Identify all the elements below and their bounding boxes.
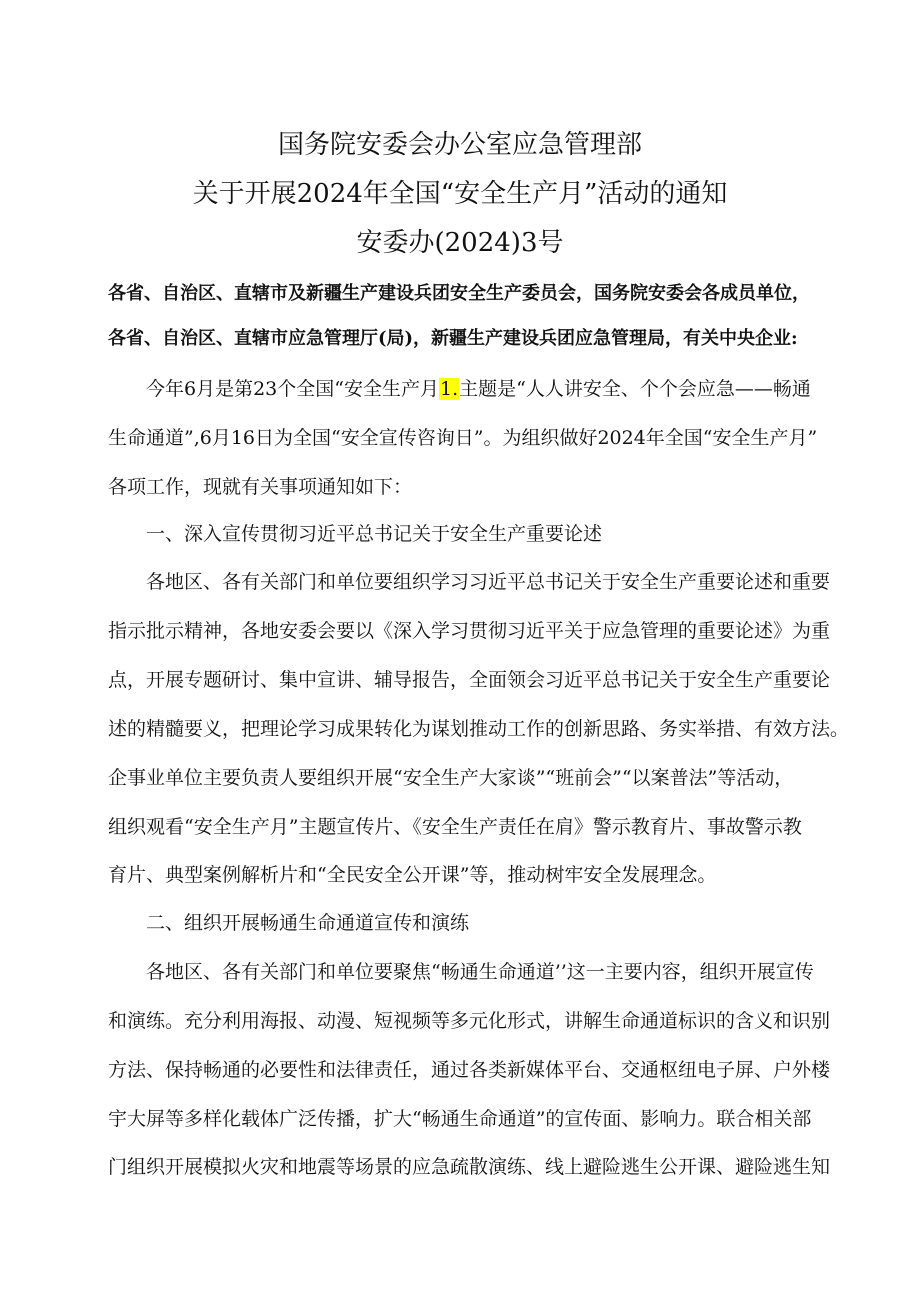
- section-2-line: 门组织开展模拟火灾和地震等场景的应急疏散演练、线上避险逃生公开课、避险逃生知: [108, 1156, 831, 1178]
- document-title-line-1: 国务院安委会办公室应急管理部: [277, 130, 642, 160]
- document-number: 安委办(2024)3号: [356, 228, 564, 258]
- section-2-line: 各地区、各有关部门和单位要聚焦“畅通生命通道’’这一主要内容，组织开展宣传: [146, 961, 814, 983]
- section-2-line: 宇大屏等多样化载体广泛传播，扩大“畅通生命通道”的宣传面、影响力。联合相关部: [108, 1108, 812, 1130]
- intro-line-1-text: 今年6月是第23个全国“安全生产月: [146, 378, 439, 400]
- section-1-line: 企事业单位主要负责人要组织开展“安全生产大家谈”“班前会”“以案普法”等活动，: [108, 767, 794, 789]
- intro-line-1: [146, 375, 811, 403]
- section-1-line: 育片、典型案例解析片和“全民安全公开课”等，推动树牢安全发展理念。: [108, 864, 717, 886]
- section-2-line: 和演练。充分利用海报、动漫、短视频等多元化形式，讲解生命通道标识的含义和识别: [108, 1010, 831, 1032]
- section-2-heading: 二、组织开展畅通生命通道宣传和演练: [146, 912, 470, 934]
- intro-line-2: 生命通道”,6月16日为全国“安全宣传咨询日”。为组织做好2024年全国“安全生产月”: [108, 427, 818, 449]
- section-1-line: 各地区、各有关部门和单位要组织学习习近平总书记关于安全生产重要论述和重要: [146, 571, 831, 593]
- intro-line-1-text-end: 主题是“人人讲安全、个个会应急——畅通: [459, 378, 811, 400]
- section-1-line: 组织观看“安全生产月”主题宣传片、《安全生产责任在肩》警示教育片、事故警示教: [108, 816, 802, 838]
- salutation-line-1: 各省、自治区、直辖市及新疆生产建设兵团安全生产委员会，国务院安委会各成员单位，: [108, 283, 810, 304]
- section-1-line: 述的精髓要义，把理论学习成果转化为谋划推动工作的创新思路、务实举措、有效方法。: [108, 718, 850, 740]
- section-1-line: 指示批示精神，各地安委会要以《深入学习贯彻习近平关于应急管理的重要论述》为重: [108, 620, 831, 642]
- document-title-line-2: 关于开展2024年全国“安全生产月”活动的通知: [192, 179, 728, 209]
- section-1-heading: 一、深入宣传贯彻习近平总书记关于安全生产重要论述: [146, 523, 603, 545]
- highlighted-mark: 1.: [439, 378, 459, 400]
- intro-line-3: 各项工作，现就有关事项通知如下：: [108, 476, 413, 498]
- section-1-line: 点，开展专题研讨、集中宣讲、辅导报告，全面领会习近平总书记关于安全生产重要论: [108, 669, 831, 691]
- section-2-line: 方法、保持畅通的必要性和法律责任，通过各类新媒体平台、交通枢纽电子屏、户外楼: [108, 1059, 831, 1081]
- salutation-line-2: 各省、自治区、直辖市应急管理厅(局)，新疆生产建设兵团应急管理局，有关中央企业:: [108, 328, 798, 349]
